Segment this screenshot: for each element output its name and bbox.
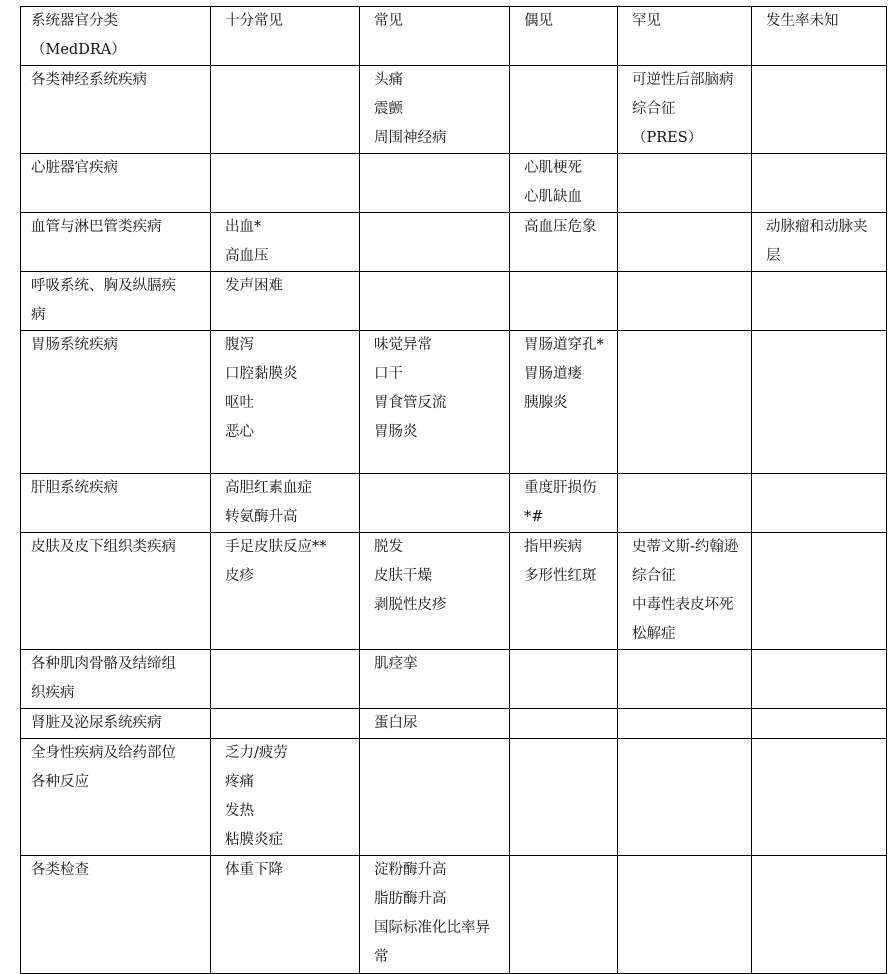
cell-line: 震颤 [374,101,403,117]
cell-line: 乏力/疲劳 [225,745,288,761]
table-row [21,739,887,856]
cell-uncommon [510,272,618,331]
cell-line: 中毒性表皮坏死 [632,597,734,613]
cell-uncommon [510,213,618,272]
cell-line: 织疾病 [31,685,75,701]
cell-line: 史蒂文斯-约翰逊 [632,539,739,555]
cell-line: 重度肝损伤 [524,480,597,496]
cell-uncommon [510,739,618,856]
cell-line: 松解症 [632,626,676,642]
cell-very-common [211,66,360,154]
cell-soc [21,474,211,533]
cell-line: 蛋白尿 [374,715,418,731]
cell-unknown [752,213,887,272]
cell-common [360,856,510,974]
cell-line: 肌痉挛 [374,656,418,672]
cell-line: 综合征 [632,101,676,117]
cell-line: 体重下降 [225,862,283,878]
cell-uncommon [510,474,618,533]
cell-line: 胃肠道瘘 [524,366,582,382]
cell-very-common [211,739,360,856]
cell-unknown [752,66,887,154]
cell-line: 动脉瘤和动脉夹 [766,219,868,235]
cell-rare [618,272,752,331]
cell-line: 出血* [225,219,262,235]
cell-common [360,650,510,709]
cell-uncommon [510,709,618,739]
cell-very-common [211,474,360,533]
cell-line: 常 [374,949,389,965]
cell-line: 肾脏及泌尿系统疾病 [31,715,162,731]
cell-rare [618,66,752,154]
table-row [21,213,887,272]
cell-line: 发热 [225,803,254,819]
cell-line: 粘膜炎症 [225,832,283,848]
cell-line: 剥脱性皮疹 [374,597,447,613]
cell-line: 各类检查 [31,862,89,878]
header-soc-line1: 系统器官分类 [31,13,118,29]
cell-soc [21,709,211,739]
cell-common [360,709,510,739]
cell-unknown [752,474,887,533]
cell-line: 指甲疾病 [524,539,582,555]
cell-uncommon [510,856,618,974]
cell-common [360,213,510,272]
cell-line: 发声困难 [225,278,283,294]
cell-line: 高血压危象 [524,219,597,235]
cell-line: 国际标准化比率异 [374,920,490,936]
cell-uncommon [510,154,618,213]
table-row [21,66,887,154]
cell-line: 胃肠炎 [374,424,418,440]
cell-uncommon [510,331,618,474]
cell-unknown [752,272,887,331]
cell-line: 肝胆系统疾病 [31,480,118,496]
cell-very-common [211,533,360,650]
header-soc-line2: （MedDRA） [31,42,126,58]
cell-very-common [211,709,360,739]
table-row [21,154,887,213]
table-row [21,856,887,974]
cell-line: 心肌梗死 [524,160,582,176]
cell-line: 呕吐 [225,395,254,411]
cell-uncommon [510,650,618,709]
cell-line: 各类神经系统疾病 [31,72,147,88]
cell-rare [618,331,752,474]
table-row [21,331,887,474]
cell-line: 胃食管反流 [374,395,447,411]
cell-line: 脂肪酶升高 [374,891,447,907]
cell-line: 皮疹 [225,568,254,584]
cell-soc [21,213,211,272]
cell-line: 胃肠道穿孔* [524,337,604,353]
cell-line: 多形性红斑 [524,568,597,584]
cell-soc [21,856,211,974]
cell-soc [21,650,211,709]
cell-line: （PRES） [632,130,703,146]
cell-rare [618,650,752,709]
cell-uncommon [510,66,618,154]
cell-line: 心脏器官疾病 [31,160,118,176]
cell-common [360,533,510,650]
header-cell-uncommon: 偶见 [510,7,618,66]
cell-line: 头痛 [374,72,403,88]
cell-rare [618,474,752,533]
cell-very-common [211,331,360,474]
cell-line: 胃肠系统疾病 [31,337,118,353]
table-row [21,474,887,533]
cell-soc [21,272,211,331]
cell-rare [618,533,752,650]
table-row [21,709,887,739]
cell-rare [618,856,752,974]
cell-unknown [752,533,887,650]
cell-rare [618,154,752,213]
cell-line: 转氨酶升高 [225,509,298,525]
cell-line: 皮肤及皮下组织类疾病 [31,539,176,555]
cell-line: 胰腺炎 [524,395,568,411]
table-row [21,272,887,331]
cell-line: 脱发 [374,539,403,555]
header-cell-very-common: 十分常见 [211,7,360,66]
cell-unknown [752,856,887,974]
cell-soc [21,154,211,213]
cell-unknown [752,331,887,474]
cell-line: 口腔黏膜炎 [225,366,298,382]
cell-very-common [211,856,360,974]
cell-line: 各种肌肉骨骼及结缔组 [31,656,176,672]
cell-line: *# [524,509,544,525]
cell-line: 高血压 [225,248,269,264]
cell-line: 全身性疾病及给药部位 [31,745,176,761]
header-cell-unknown: 发生率未知 [752,7,887,66]
cell-soc [21,739,211,856]
cell-line: 口干 [374,366,403,382]
header-row [21,7,887,66]
cell-soc [21,533,211,650]
cell-line: 恶心 [225,424,254,440]
cell-line: 疼痛 [225,774,254,790]
cell-soc [21,66,211,154]
cell-line: 皮肤干燥 [374,568,432,584]
cell-line: 腹泻 [225,337,254,353]
cell-common [360,739,510,856]
cell-common [360,331,510,474]
cell-line: 周围神经病 [374,130,447,146]
cell-line: 血管与淋巴管类疾病 [31,219,162,235]
header-cell-rare: 罕见 [618,7,752,66]
cell-line: 呼吸系统、胸及纵膈疾 [31,278,176,294]
cell-common [360,66,510,154]
header-cell-soc [21,7,211,66]
cell-rare [618,709,752,739]
cell-line: 各种反应 [31,774,89,790]
cell-common [360,154,510,213]
cell-line: 淀粉酶升高 [374,862,447,878]
cell-line: 高胆红素血症 [225,480,312,496]
cell-soc [21,331,211,474]
cell-common [360,272,510,331]
cell-very-common [211,154,360,213]
cell-line: 病 [31,307,46,323]
cell-uncommon [510,533,618,650]
cell-unknown [752,154,887,213]
cell-very-common [211,650,360,709]
cell-common [360,474,510,533]
adverse-reactions-table [20,6,887,974]
table-row [21,533,887,650]
cell-unknown [752,650,887,709]
cell-line: 心肌缺血 [524,189,582,205]
cell-unknown [752,739,887,856]
cell-line: 味觉异常 [374,337,432,353]
cell-line: 可逆性后部脑病 [632,72,734,88]
cell-very-common [211,272,360,331]
cell-rare [618,213,752,272]
cell-line: 手足皮肤反应** [225,539,327,555]
header-cell-common: 常见 [360,7,510,66]
cell-very-common [211,213,360,272]
cell-line: 综合征 [632,568,676,584]
table-row [21,650,887,709]
cell-unknown [752,709,887,739]
cell-line: 层 [766,248,781,264]
cell-rare [618,739,752,856]
